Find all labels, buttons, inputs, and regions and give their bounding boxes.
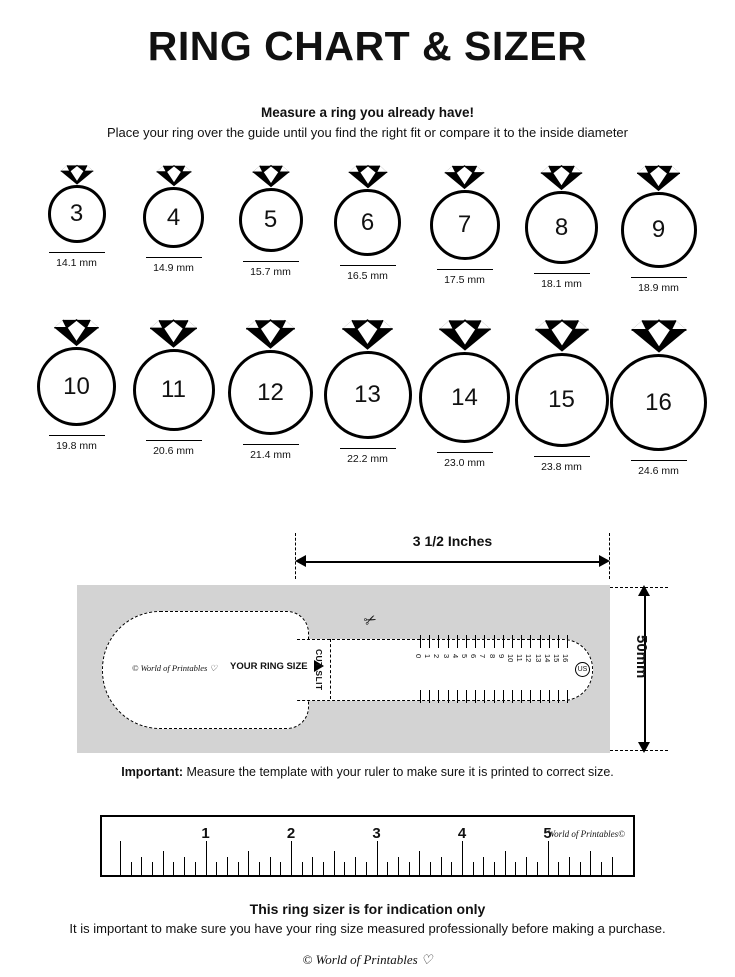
sizer-notch-number: 12 (524, 654, 534, 663)
sizer-notch (503, 690, 504, 703)
ring-graphic (48, 164, 106, 243)
ruler-number: 2 (286, 825, 296, 842)
sizer-notch (484, 635, 485, 648)
ring-graphic (239, 164, 303, 252)
ring-band (419, 352, 510, 443)
footer-brandmark: © World of Printables ♡ (302, 952, 433, 967)
ruler-tick (291, 841, 292, 875)
measurement-divider (534, 273, 590, 274)
diamond-icon (533, 318, 591, 359)
ring-diameter-label: 16.5 mm (347, 270, 388, 282)
sizer-notch-number: 3 (441, 654, 451, 659)
sizer-notch (494, 690, 495, 703)
ruler-tick (398, 857, 399, 875)
subtitle-block (0, 105, 735, 140)
sizer-notch (503, 635, 504, 648)
ring-size-number: 10 (63, 372, 90, 400)
ruler-tick (612, 857, 613, 875)
ruler-tick (505, 851, 506, 875)
diamond-icon (347, 164, 389, 195)
ruler-tick (184, 857, 185, 875)
ring-band (228, 350, 313, 435)
ruler-body (100, 815, 635, 877)
your-ring-size-label: YOUR RING SIZE (230, 661, 308, 672)
ring-diameter-label: 22.2 mm (347, 453, 388, 465)
sizer-notch (540, 690, 541, 703)
ruler-tick (419, 851, 420, 875)
ring-diameter-label: 15.7 mm (250, 266, 291, 278)
sizer-notch (549, 635, 550, 648)
ring-size-item (416, 318, 513, 469)
sizer-notch-number: 4 (450, 654, 460, 659)
sizer-notch (540, 635, 541, 648)
sizer-notch-number: 11 (515, 654, 525, 662)
ruler-tick (227, 857, 228, 875)
sizer-notch (521, 690, 522, 703)
ruler-number: 4 (457, 825, 467, 842)
ring-size-item (28, 164, 125, 269)
sizer-notch-number: 6 (469, 654, 479, 659)
ring-graphic (610, 318, 707, 451)
cut-slit-label: CUT SLIT (314, 649, 324, 691)
ring-size-row-top (0, 164, 735, 294)
dimension-line (299, 561, 606, 563)
ruler-tick (120, 841, 121, 875)
sizer-notch (530, 690, 531, 703)
diamond-icon (340, 318, 395, 357)
ruler-brandmark: World of Printables© (547, 829, 625, 839)
ruler-tick (366, 862, 367, 875)
ruler-tick (409, 862, 410, 875)
height-label: 50mm (633, 635, 650, 679)
ring-band (143, 187, 204, 248)
ruler-tick (302, 862, 303, 875)
ring-diameter-label: 19.8 mm (56, 440, 97, 452)
sizer-notch-number: 2 (432, 654, 442, 659)
ring-size-number: 15 (548, 386, 575, 413)
template-background (77, 585, 610, 753)
ring-size-number: 11 (161, 376, 186, 403)
ruler-tick (270, 857, 271, 875)
measurement-divider (340, 448, 396, 449)
ruler-tick (526, 857, 527, 875)
sizer-notch-number: 16 (561, 654, 571, 663)
ring-graphic (430, 164, 500, 260)
sizer-notch (448, 690, 449, 703)
diamond-icon (629, 318, 689, 360)
notch-strip (414, 635, 590, 703)
sizer-notch (558, 635, 559, 648)
sizer-notch (448, 635, 449, 648)
sizer-notch (475, 635, 476, 648)
sizer-notch (567, 635, 568, 648)
sizer-notch-number: 10 (506, 654, 515, 663)
measurement-divider (146, 257, 202, 258)
ring-size-number: 9 (651, 216, 666, 243)
ring-graphic (334, 164, 401, 256)
us-scale-label: US (575, 662, 590, 677)
sizer-notch-number: 14 (542, 654, 552, 663)
important-note (0, 765, 735, 779)
ring-band (334, 189, 401, 256)
ring-graphic (133, 318, 215, 431)
ruler-tick (387, 862, 388, 875)
ruler-tick (131, 862, 132, 875)
printed-ruler (100, 815, 635, 877)
measurement-divider (631, 460, 687, 461)
sizer-notch-number: 15 (552, 654, 561, 663)
ruler-tick (377, 841, 378, 875)
ruler-tick (580, 862, 581, 875)
ruler-tick (141, 857, 142, 875)
arrow-right-icon (599, 555, 610, 567)
ruler-tick (173, 862, 174, 875)
footer-regular: It is important to make sure you have your ring size measured professionally before making a purchase. (69, 921, 666, 936)
sizer-notch-number: 13 (533, 654, 543, 663)
sizer-notch (429, 690, 430, 703)
ring-diameter-label: 23.8 mm (541, 461, 582, 473)
diamond-icon (52, 318, 101, 353)
sizer-notch (466, 690, 467, 703)
sizer-notch (420, 690, 421, 703)
sizer-notch (494, 635, 495, 648)
ring-size-number: 13 (354, 381, 381, 408)
arrow-left-icon (295, 555, 306, 567)
diamond-icon (155, 164, 193, 193)
ring-size-number: 8 (554, 213, 569, 241)
ring-size-item (28, 318, 125, 452)
diamond-icon (539, 164, 584, 197)
ring-band (430, 190, 500, 260)
ring-size-item (319, 164, 416, 282)
ruler-tick (163, 851, 164, 875)
sizer-notch (512, 635, 513, 648)
ruler-tick (430, 862, 431, 875)
measurement-divider (49, 252, 105, 253)
ring-size-item (222, 164, 319, 278)
ring-sizer-page (0, 23, 735, 977)
sizer-notch (438, 690, 439, 703)
sizer-notch (457, 635, 458, 648)
ruler-tick (537, 862, 538, 875)
sizer-notch (521, 635, 522, 648)
sizer-notch (512, 690, 513, 703)
measurement-divider (534, 456, 590, 457)
ruler-tick (601, 862, 602, 875)
ring-size-item (125, 164, 222, 274)
sizer-notch-number: 1 (423, 654, 433, 659)
ruler-tick (451, 862, 452, 875)
ring-diameter-label: 18.9 mm (638, 282, 679, 294)
ring-size-number: 5 (263, 206, 278, 233)
measurement-divider (437, 269, 493, 270)
ring-size-row-bottom (0, 318, 735, 477)
ring-size-item (319, 318, 416, 465)
ring-diameter-label: 18.1 mm (541, 278, 582, 290)
ring-graphic (515, 318, 609, 447)
ring-diameter-label: 14.1 mm (56, 257, 97, 269)
ruler-tick (462, 841, 463, 875)
ring-diameter-label: 17.5 mm (444, 274, 485, 286)
ring-band (37, 347, 116, 426)
ring-band (515, 353, 609, 447)
ring-size-item (610, 164, 707, 294)
subtitle-bold: Measure a ring you already have! (260, 105, 475, 120)
height-dimension (620, 585, 680, 753)
measurement-divider (437, 452, 493, 453)
sizer-notch (475, 690, 476, 703)
sizer-notch (438, 635, 439, 648)
sizer-notch (484, 690, 485, 703)
ring-size-number: 4 (166, 203, 181, 231)
ring-size-item (222, 318, 319, 461)
scissors-icon: ✂ (361, 610, 380, 631)
ring-size-number: 14 (451, 383, 478, 411)
ring-size-item (125, 318, 222, 457)
template-brandmark: © World of Printables ♡ (132, 663, 218, 673)
ruler-tick (334, 851, 335, 875)
ruler-tick (558, 862, 559, 875)
ruler-tick (238, 862, 239, 875)
ruler-number: 5 (543, 825, 552, 842)
ring-diameter-label: 24.6 mm (638, 465, 679, 477)
ring-size-number: 12 (257, 378, 284, 406)
ruler-tick (344, 862, 345, 875)
sizer-notch (466, 635, 467, 648)
ring-band (621, 192, 697, 268)
ruler-tick (259, 862, 260, 875)
ruler-tick (494, 862, 495, 875)
ring-band (239, 188, 303, 252)
ruler-tick (323, 862, 324, 875)
ruler-tick (152, 862, 153, 875)
ring-band (610, 354, 707, 451)
ruler-number: 3 (372, 825, 381, 842)
diamond-icon (443, 164, 486, 196)
ruler-tick (248, 851, 249, 875)
ring-graphic (37, 318, 116, 426)
ring-size-number: 6 (360, 208, 375, 236)
ring-graphic (525, 164, 598, 264)
ring-diameter-label: 23.0 mm (444, 457, 485, 469)
ring-size-number: 7 (457, 211, 472, 238)
ring-band (133, 349, 215, 431)
ring-band (48, 185, 106, 243)
ring-diameter-label: 14.9 mm (153, 262, 194, 274)
ruler-tick (483, 857, 484, 875)
ruler-tick (195, 862, 196, 875)
sizer-notch-number: 5 (460, 654, 469, 659)
arrow-up-icon (638, 585, 650, 596)
arrow-down-icon (638, 742, 650, 753)
ring-graphic (143, 164, 204, 248)
diamond-icon (251, 164, 291, 194)
ruler-number: 1 (201, 825, 210, 842)
ring-graphic (228, 318, 313, 435)
ring-size-item (513, 164, 610, 290)
sizer-notch (420, 635, 421, 648)
ruler-tick (206, 841, 207, 875)
ring-size-item (416, 164, 513, 286)
ruler-tick (569, 857, 570, 875)
width-dimension (295, 533, 610, 579)
ring-diameter-label: 21.4 mm (250, 449, 291, 461)
ring-sizer-template (0, 527, 735, 777)
ring-band (324, 351, 412, 439)
footer-bold: This ring sizer is for indication only (249, 901, 486, 917)
inches-label: 3 1/2 Inches (412, 533, 493, 549)
ring-size-number: 3 (69, 200, 84, 227)
measurement-divider (243, 444, 299, 445)
measurement-divider (146, 440, 202, 441)
sizer-notch (530, 635, 531, 648)
ring-graphic (621, 164, 697, 268)
diamond-icon (635, 164, 682, 198)
sizer-notch-number: 0 (414, 654, 423, 659)
cut-shape (102, 605, 587, 733)
important-text: Measure the template with your ruler to make sure it is printed to correct size. (183, 765, 614, 779)
diamond-icon (148, 318, 199, 355)
sizer-notch (567, 690, 568, 703)
ruler-tick (548, 841, 549, 875)
ring-size-item (513, 318, 610, 473)
ring-size-item (610, 318, 707, 477)
ruler-tick (280, 862, 281, 875)
measurement-divider (631, 277, 687, 278)
ruler-tick (312, 857, 313, 875)
ruler-tick (515, 862, 516, 875)
cut-slit-line (330, 639, 331, 699)
sizer-notch-number: 8 (487, 654, 497, 659)
sizer-notch (549, 690, 550, 703)
ring-size-number: 16 (645, 388, 672, 416)
footer-block (0, 901, 735, 968)
ruler-tick (473, 862, 474, 875)
ring-diameter-label: 20.6 mm (153, 445, 194, 457)
page-title: RING CHART & SIZER (147, 23, 588, 69)
ring-graphic (419, 318, 510, 443)
ring-graphic (324, 318, 412, 439)
ring-band (525, 191, 598, 264)
sizer-notch-number: 7 (478, 654, 488, 659)
important-bold: Important: (121, 765, 184, 779)
ruler-tick (216, 862, 217, 875)
measurement-divider (49, 435, 105, 436)
sizer-notch (429, 635, 430, 648)
diamond-icon (59, 164, 95, 191)
measurement-divider (340, 265, 396, 266)
subtitle-regular: Place your ring over the guide until you find the right fit or compare it to the inside diameter (106, 125, 628, 140)
ruler-tick (355, 857, 356, 875)
ruler-tick (590, 851, 591, 875)
sizer-notch (457, 690, 458, 703)
ruler-tick (441, 857, 442, 875)
sizer-notch-number: 9 (496, 654, 506, 659)
measurement-divider (243, 261, 299, 262)
sizer-notch (558, 690, 559, 703)
diamond-icon (244, 318, 297, 356)
diamond-icon (437, 318, 493, 358)
